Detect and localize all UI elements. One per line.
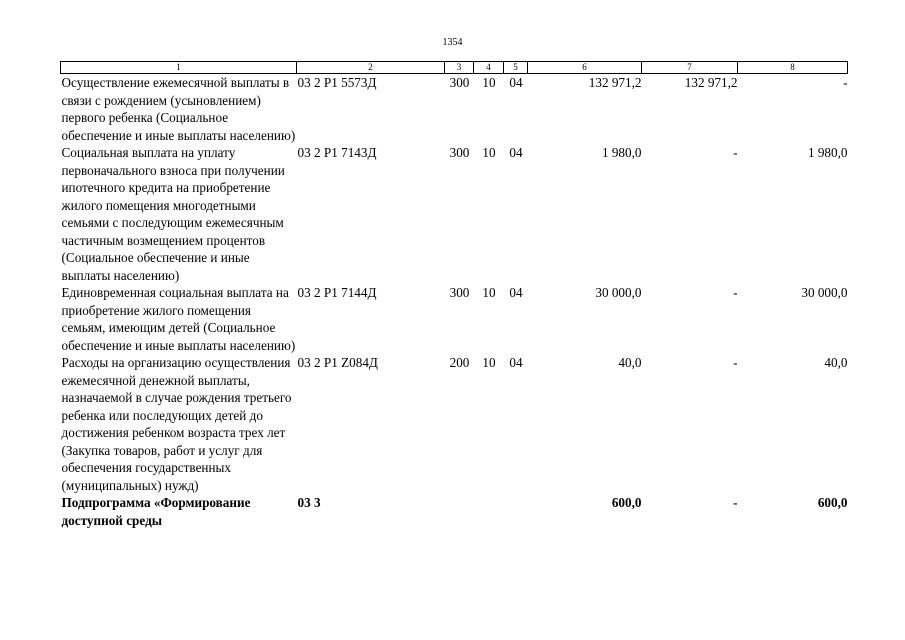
row-rz: 10 (482, 75, 496, 90)
row-vr: 300 (449, 75, 470, 90)
row-rz: 10 (482, 145, 496, 160)
row-col8: - (843, 75, 848, 90)
row-name: Социальная выплата на уплату первоначального взноса при получении ипотечного кредита на приобретение жилого помещения многодетными семьями с последующим ежемесячным частичным возмещением процентов (Социальное обеспечение и иные выплаты населению) (61, 145, 285, 283)
row-col7: - (733, 145, 738, 160)
row-pr: 04 (509, 355, 523, 370)
row-col8: 30 000,0 (801, 285, 848, 300)
header-col-5: 5 (504, 62, 528, 74)
header-col-8: 8 (738, 62, 848, 74)
row-code: 03 3 (297, 495, 321, 510)
row-col7: - (733, 285, 738, 300)
header-col-6: 6 (528, 62, 642, 74)
page-number: 1354 (442, 37, 463, 48)
row-code: 03 2 P1 5573Д (297, 75, 377, 90)
budget-table (60, 61, 848, 529)
row-total: 1 980,0 (601, 145, 642, 160)
row-pr: 04 (509, 145, 523, 160)
row-total: 30 000,0 (595, 285, 642, 300)
row-pr: 04 (509, 75, 523, 90)
header-row (61, 62, 848, 74)
row-col8: 1 980,0 (807, 145, 848, 160)
table-header (61, 62, 848, 74)
row-vr: 200 (449, 355, 470, 370)
row-total: 600,0 (611, 495, 642, 510)
row-rz: 10 (482, 355, 496, 370)
table-row (61, 144, 848, 284)
table-body (61, 74, 848, 530)
header-col-7: 7 (642, 62, 738, 74)
row-col7: - (733, 495, 738, 510)
row-code: 03 2 P1 Z084Д (297, 355, 378, 370)
row-pr: 04 (509, 285, 523, 300)
row-name: Подпрограмма «Формирование доступной среды (61, 495, 251, 528)
header-col-3: 3 (445, 62, 474, 74)
table-row (61, 74, 848, 145)
row-name: Единовременная социальная выплата на приобретение жилого помещения семьям, имеющим детей (Социальное обеспечение и иные выплаты населению) (61, 285, 296, 353)
row-name: Осуществление ежемесячной выплаты в связи с рождением (усыновлением) первого ребенка (Социальное обеспечение и иные выплаты населению) (61, 75, 296, 143)
header-col-4: 4 (474, 62, 504, 74)
row-total: 40,0 (618, 355, 642, 370)
row-name: Расходы на организацию осуществления ежемесячной денежной выплаты, назначаемой в случае рождения третьего ребенка или последующих детей до достижения ребенком возраста трех лет (Закупка товаров, работ и услуг для обеспечения государственных (муниципальных) нужд) (61, 355, 292, 493)
row-pr (504, 494, 528, 529)
row-vr: 300 (449, 145, 470, 160)
row-col7: 132 971,2 (684, 75, 738, 90)
row-col8: 40,0 (824, 355, 848, 370)
row-col8: 600,0 (817, 495, 848, 510)
header-col-2: 2 (297, 62, 445, 74)
header-col-1: 1 (61, 62, 297, 74)
table-row (61, 354, 848, 494)
subprogram-row (61, 494, 848, 529)
row-vr (445, 494, 474, 529)
row-vr: 300 (449, 285, 470, 300)
table-row (61, 284, 848, 354)
row-col7: - (733, 355, 738, 370)
row-code: 03 2 P1 7143Д (297, 145, 377, 160)
row-code: 03 2 P1 7144Д (297, 285, 377, 300)
row-rz: 10 (482, 285, 496, 300)
row-rz (474, 494, 504, 529)
row-total: 132 971,2 (588, 75, 642, 90)
